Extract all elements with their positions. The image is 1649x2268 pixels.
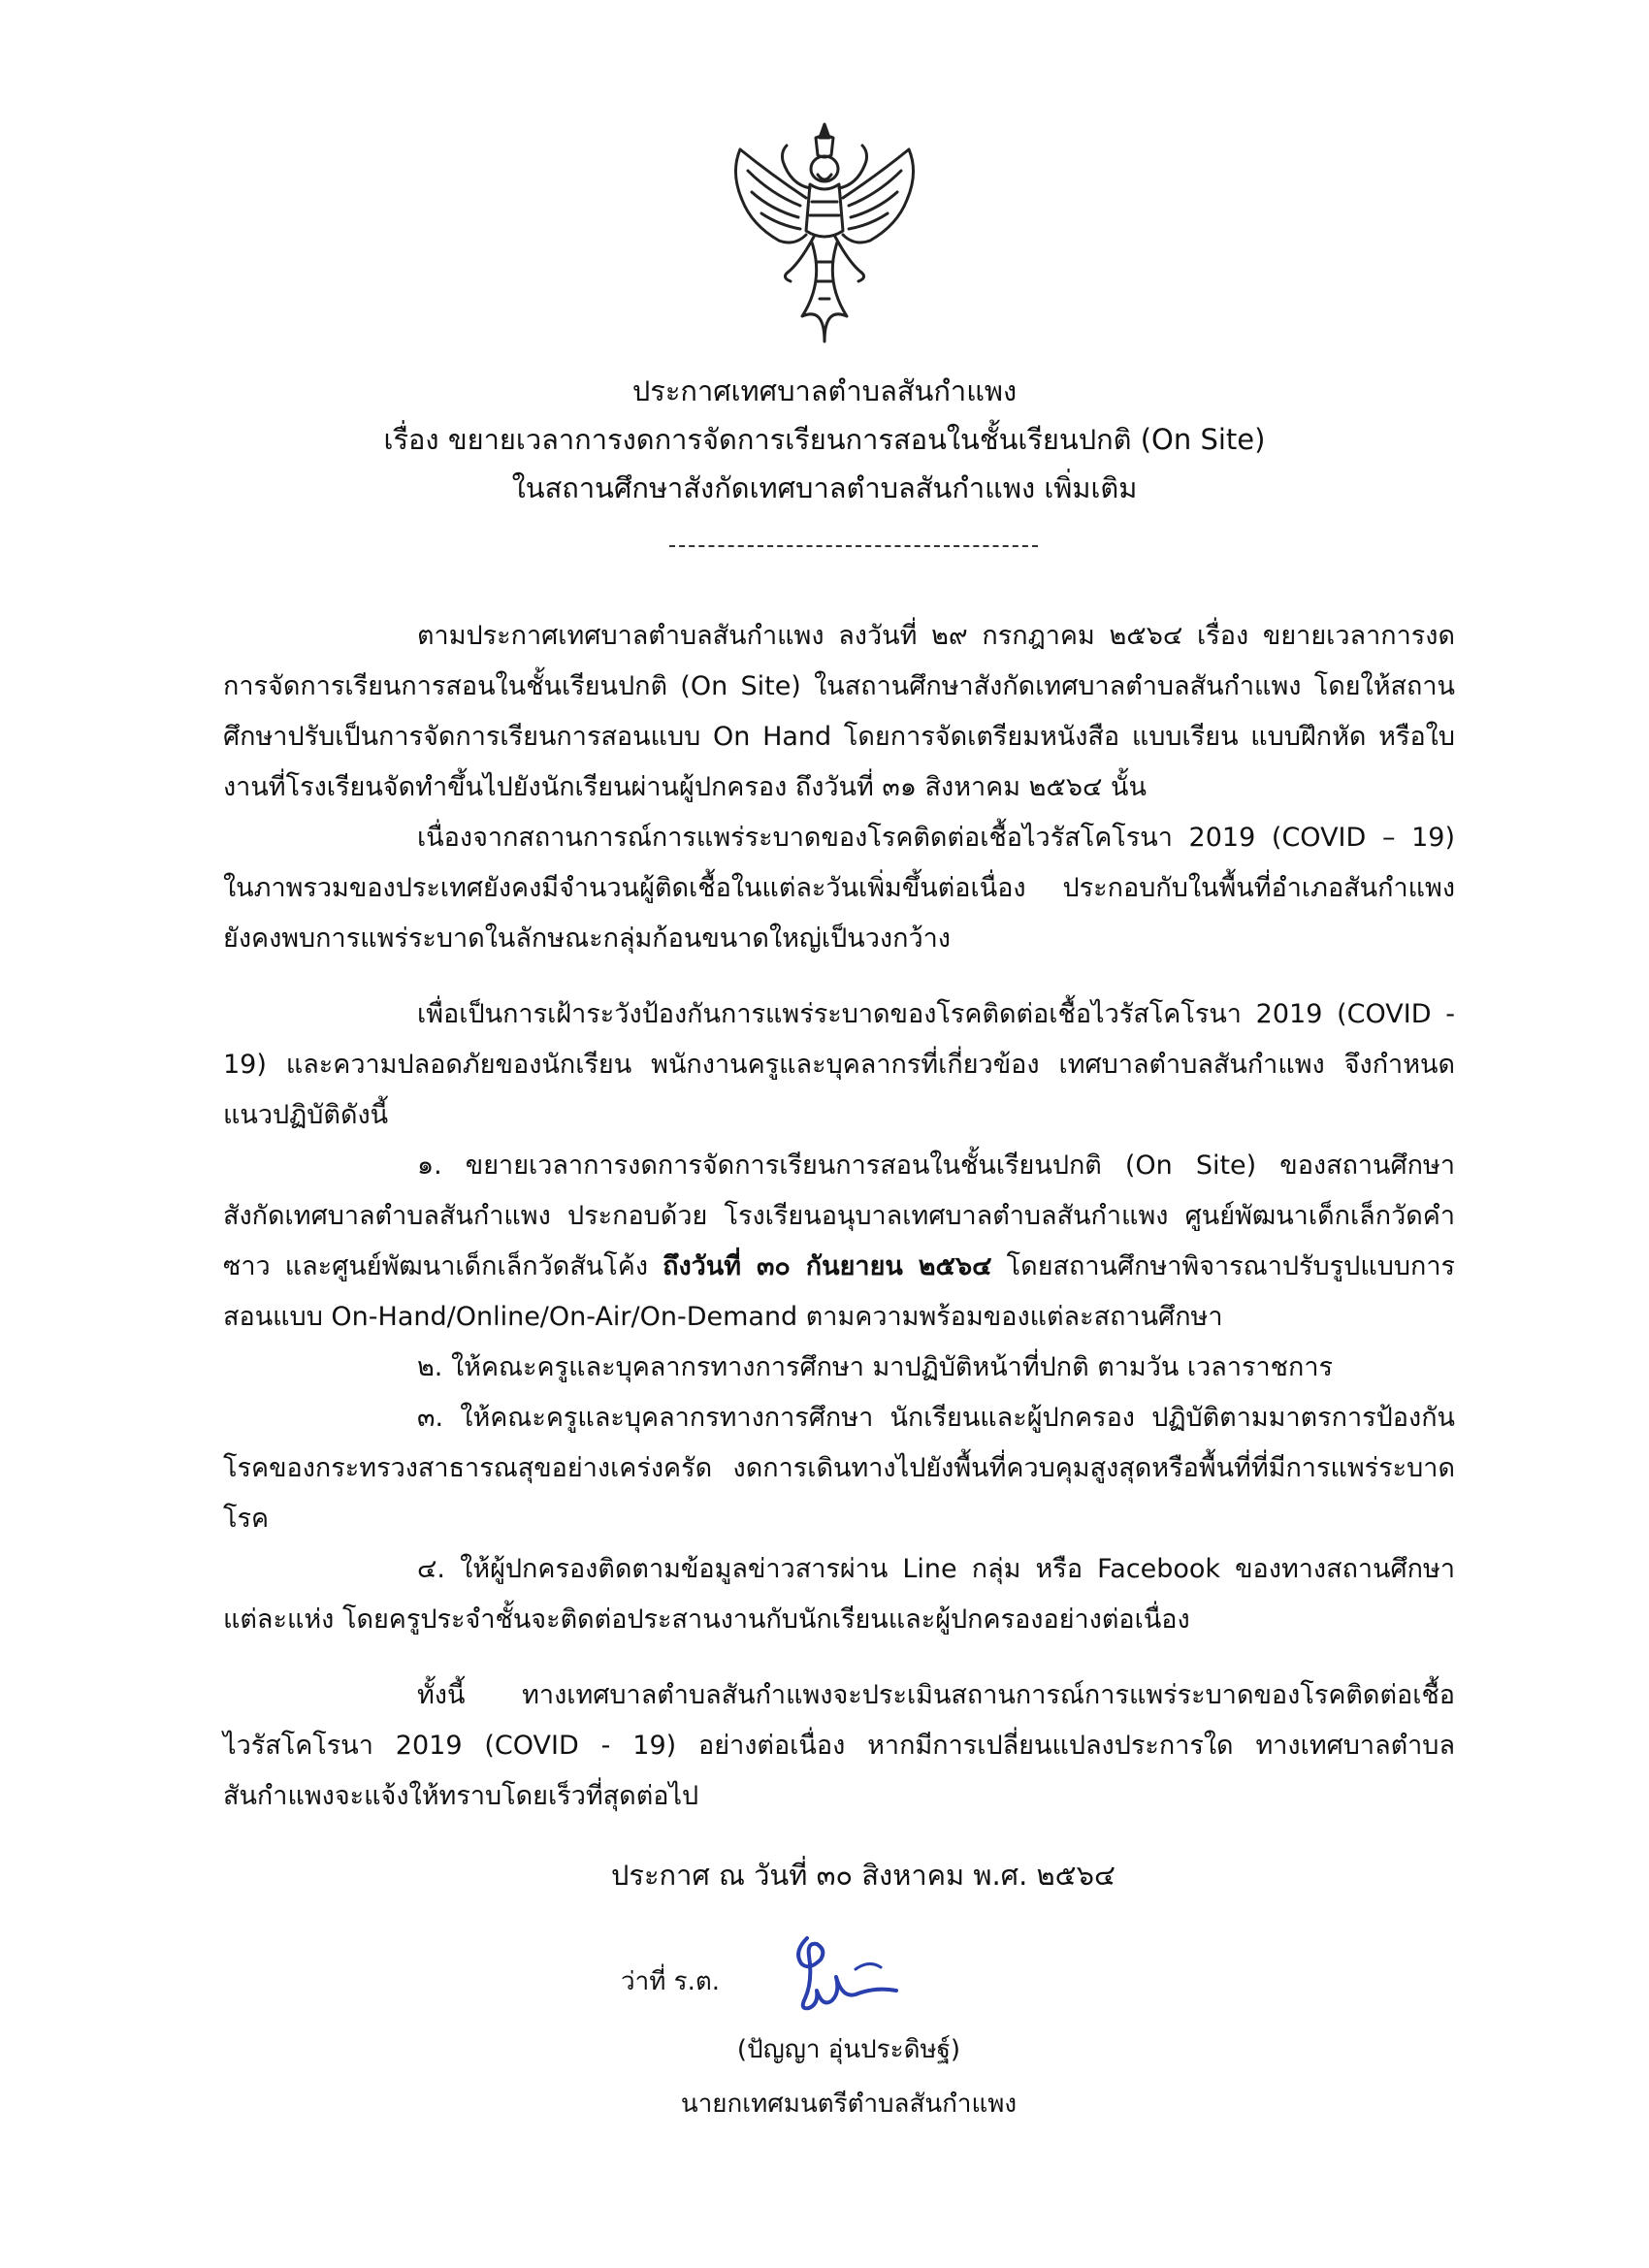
background-paragraph: ตามประกาศเทศบาลตำบลสันกำแพง ลงวันที่ ๒๙ กรกฎาคม ๒๕๖๔ เรื่อง ขยายเวลาการงดการจัดการเรียนการสอนในชั้นเรียนปกติ (On Site) ในสถานศึกษาสังกัดเทศบาลตำบลสันกำแพง โดยให้สถานศึกษาปรับเป็นการจัดการเรียนการสอนแบบ On Hand โดยการจัดเตรียมหนังสือ แบบเรียน แบบฝึกหัด หรือใบงานที่โรงเรียนจัดทำขึ้นไปยังนักเรียนผ่านผู้ปกครอง ถึงวันที่ ๓๑ สิงหาคม ๒๕๖๔ นั้น: [223, 621, 1455, 802]
signer-title: นายกเทศมนตรีตำบลสันกำแพง: [680, 2090, 1018, 2119]
issuer-line: ประกาศเทศบาลตำบลสันกำแพง: [631, 374, 1018, 407]
closing-paragraph: ทั้งนี้ ทางเทศบาลตำบลสันกำแพงจะประเมินสถานการณ์การแพร่ระบาดของโรคติดต่อเชื้อไวรัสโคโรนา 2019 (COVID - 19) อย่างต่อเนื่อง หากมีการเปลี่ยนแปลงประการใด ทางเทศบาลตำบลสันกำแพงจะแจ้งให้ทราบโดยเร็วที่สุดต่อไป: [223, 1680, 1455, 1811]
purpose-paragraph: เพื่อเป็นการเฝ้าระวังป้องกันการแพร่ระบาดของโรคติดต่อเชื้อไวรัสโคโรนา 2019 (COVID - 19) และความปลอดภัยของนักเรียน พนักงานครูและบุคลากรที่เกี่ยวข้อง เทศบาลตำบลสันกำแพง จึงกำหนดแนวปฏิบัติดังนี้: [223, 999, 1455, 1130]
situation-paragraph: เนื่องจากสถานการณ์การแพร่ระบาดของโรคติดต่อเชื้อไวรัสโคโรนา 2019 (COVID – 19) ในภาพรวมของประเทศยังคงมีจำนวนผู้ติดเชื้อในแต่ละวันเพิ่มขึ้นต่อเนื่อง ประกอบกับในพื้นที่อำเภอสันกำแพง ยังคงพบการแพร่ระบาดในลักษณะกลุ่มก้อนขนาดใหญ่เป็นวงกว้าง: [223, 823, 1455, 954]
scope-line: ในสถานศึกษาสังกัดเทศบาลตำบลสันกำแพง เพิ่มเติม: [511, 471, 1138, 504]
signer-name: (ปัญญา อุ่นประดิษฐ์): [736, 2035, 961, 2064]
announcement-date: ประกาศ ณ วันที่ ๓๐ สิงหาคม พ.ศ. ๒๕๖๔: [611, 1859, 1116, 1892]
announcement-body: [223, 611, 1455, 1822]
guideline-item-3: ๓. ให้คณะครูและบุคลากรทางการศึกษา นักเรียนและผู้ปกครอง ปฏิบัติตามมาตรการป้องกันโรคของกระทรวงสาธารณสุขอย่างเคร่งครัด งดการเดินทางไปยังพื้นที่ควบคุมสูงสุดหรือพื้นที่ที่มีการแพร่ระบาดโรค: [223, 1403, 1455, 1534]
guideline-item-1: [223, 1141, 1455, 1343]
header-divider: [669, 545, 1038, 547]
signer-rank: ว่าที่ ร.ต.: [621, 1967, 720, 1996]
subject-line: เรื่อง ขยายเวลาการงดการจัดการเรียนการสอนในชั้นเรียนปกติ (On Site): [383, 423, 1266, 456]
announcement-header: [291, 367, 1358, 512]
handwritten-signature: [788, 1930, 904, 2027]
guideline-item-1-text: ๑. ขยายเวลาการงดการจัดการเรียนการสอนในชั้นเรียนปกติ (On Site) ของสถานศึกษาสังกัดเทศบาลตำบลสันกำแพง ประกอบด้วย โรงเรียนอนุบาลเทศบาลตำบลสันกำแพง ศูนย์พัฒนาเด็กเล็กวัดคำซาว และศูนย์พัฒนาเด็กเล็กวัดสันโค้ง: [223, 1150, 1455, 1281]
guideline-item-2: ๒. ให้คณะครูและบุคลากรทางการศึกษา มาปฏิบัติหน้าที่ปกติ ตามวัน เวลาราชการ: [417, 1352, 1334, 1382]
guideline-item-1-text-cont: โดยสถานศึกษาพิจารณาปรับรูปแบบการสอนแบบ On-Hand/Online/On-Air/On-Demand ตามความพร้อมของแต่ละสถานศึกษา: [223, 1251, 1456, 1332]
guideline-item-4: ๔. ให้ผู้ปกครองติดตามข้อมูลข่าวสารผ่าน Line กลุ่ม หรือ Facebook ของทางสถานศึกษาแต่ละแห่ง โดยครูประจำชั้นจะติดต่อประสานงานกับนักเรียนและผู้ปกครองอย่างต่อเนื่อง: [223, 1554, 1455, 1635]
deadline-bold: ถึงวันที่ ๓๐ กันยายน ๒๕๖๔: [663, 1251, 992, 1281]
garuda-emblem-icon: [723, 116, 926, 349]
